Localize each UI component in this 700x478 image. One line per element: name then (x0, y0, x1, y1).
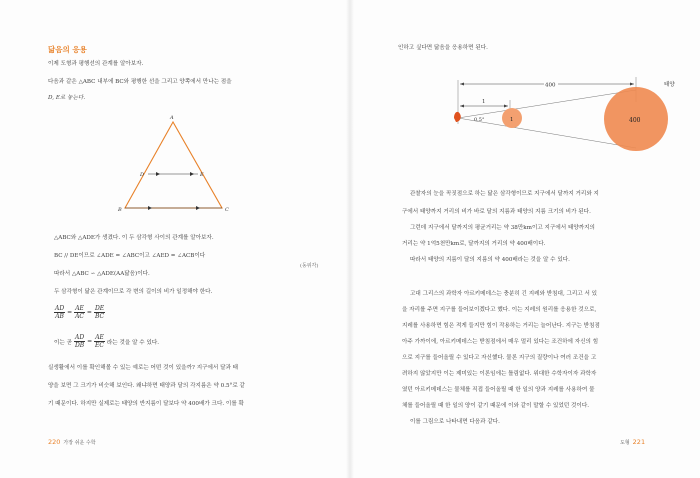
text-line: 따라서 태양의 지름이 달의 지름의 약 400배라는 것을 알 수 있다. (410, 257, 570, 263)
ratio-equation-2: 이는 곧 $\frac{AD}{DB}$ = $\frac{AE}{EC}$ 라는 것을 알 수 있다. (54, 334, 160, 349)
text-line: 아주 가까이에, 아르키메데스는 받침점에서 매우 멀리 있다는 조건하에 자신의 힘 (402, 339, 599, 345)
vertex-label-b: B (118, 207, 122, 213)
side-note: (동위각) (300, 263, 319, 269)
distance-label-400: 400 (545, 82, 556, 89)
distance-label-1: 1 (482, 99, 486, 105)
right-page (350, 0, 700, 478)
vertex-label-a: A (170, 115, 174, 121)
text-line: 양을 보면 그 크기가 비슷해 보인다. 왜냐하면 태양과 달의 각지름은 약 0.5°로 같 (48, 383, 245, 389)
text-line: 실생활에서 이를 확인해볼 수 있는 예로는 어떤 것이 있을까? 지구에서 달과 태 (48, 365, 239, 371)
text-line: 다음과 같은 △ABC 내부에 BC와 평행한 선을 그리고 양쪽에서 만나는 점을 (48, 79, 232, 85)
arrow-mark (156, 172, 160, 176)
vertex-label-d: D (140, 172, 145, 178)
text-line: 인하고 싶다면 닮음을 응용하면 된다. (398, 45, 488, 51)
arrow-mark (190, 172, 194, 176)
text-line: 려하지 않았지만 이는 제미있는 이론임에는 틀림없다. 위대한 수학자이자 과학자 (402, 371, 597, 377)
text-line: BC // DE이므로 ∠ADE = ∠ABC이고 ∠AED = ∠ACB이다 (54, 253, 206, 259)
text-line: 였던 아르키메데스는 물체를 직접 들어올릴 때 한 일의 양과 지레를 사용하여 물 (402, 387, 595, 393)
vertex-label-c: C (225, 207, 229, 213)
text-line: 이제 도형과 평행선의 관계를 알아보자. (48, 61, 144, 67)
arrow-mark (196, 206, 200, 210)
arrow-mark (148, 206, 152, 210)
text-line: 그런데 지구에서 달까지의 평균거리는 약 38만km이고 지구에서 태양까지의 (410, 225, 595, 231)
page-number: 221 (632, 438, 646, 446)
text-line: 관찰자의 눈을 꼭짓점으로 하는 닮은 삼각형이므로 지구에서 달까지 거리와 지 (410, 191, 599, 197)
section-heading: 닮음의 응용 (48, 45, 87, 54)
text-line: 고대 그리스의 과학자 아르키메데스는 충분히 긴 지레와 받침대, 그리고 서 있 (410, 291, 598, 297)
text-line: 구에서 태양까지 거리의 비가 바로 달의 지름과 태양의 지름 크기의 비가 된다. (402, 209, 591, 215)
text-line: △ABC와 △ADE가 생겼다. 이 두 삼각형 사이의 관계를 알아보자. (54, 235, 214, 241)
observer-eye-icon (454, 112, 461, 122)
text-line: 을 자리를 주면 지구를 들어보이겠다고 했다. 이는 지레의 원리를 응용한 것으로, (402, 307, 597, 313)
moon-size-label: 1 (510, 117, 514, 123)
right-folio (620, 438, 645, 446)
text-line: 기 때문이다. 하지만 실제로는 태양의 반지름이 달보다 약 400배가 크다. 이를 확 (48, 401, 244, 407)
text-line: 체를 들어올릴 때 한 일의 양이 같기 때문에 이와 같이 말할 수 있었던 것이다. (402, 403, 590, 409)
sun-moon-diagram (440, 72, 675, 182)
triangle-diagram (110, 112, 240, 214)
sun-label: 태양 (664, 82, 675, 88)
sun-size-label: 400 (629, 117, 641, 124)
text-line: 으로 지구를 들어올릴 수 있다고 자신했다. 물론 지구의 질량이나 여러 조건을 고 (402, 355, 597, 361)
text-line: 이를 그림으로 나타내면 다음과 같다. (410, 419, 500, 425)
vertex-label-e: E (200, 172, 204, 178)
text-line: 따라서 △ABC ∽ △ADE(AA닮음)이다. (54, 271, 150, 277)
running-title: 도형 (620, 440, 630, 446)
text-line: 지레를 사용하면 힘은 적게 들지만 힘이 작용하는 거리는 늘어난다. 지구는 받침점 (402, 323, 600, 329)
left-folio (48, 438, 96, 446)
text-line: 거리는 약 1억5천만km로, 달까지의 거리의 약 400배이다. (402, 241, 546, 247)
page-number: 220 (48, 438, 61, 446)
ratio-equation-1: $\frac{AD}{AB}$ = $\frac{AE}{AC}$ = $\frac{DE}{BC}$ (55, 305, 105, 320)
triangle-abc (125, 122, 222, 208)
angle-label: 0.5° (474, 117, 485, 123)
text-line: D, E로 놓는다. (48, 95, 86, 101)
text-line: 두 삼각형이 닮은 관계이므로 각 변의 길이의 비가 일정해야 한다. (54, 289, 213, 295)
running-title: 가장 쉬운 수학 (63, 440, 96, 446)
